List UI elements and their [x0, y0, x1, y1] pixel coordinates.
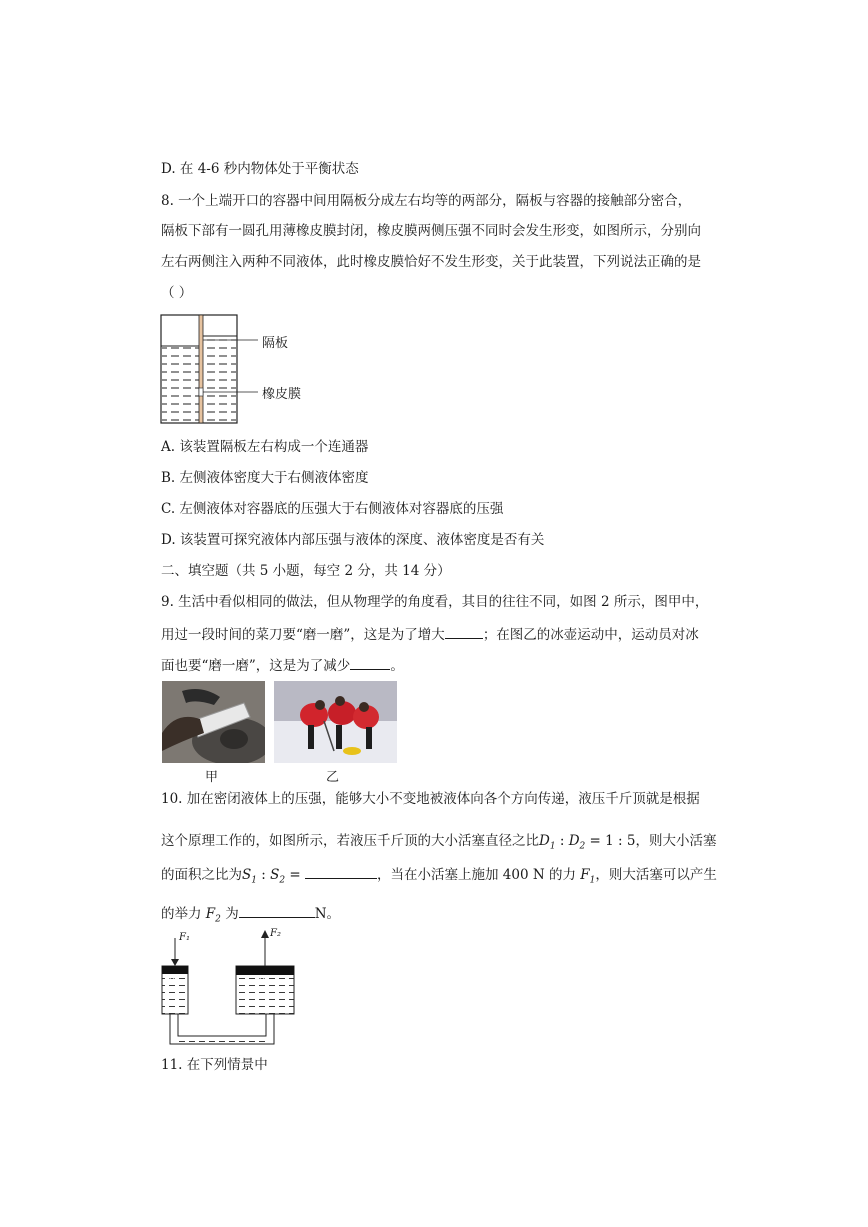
q10-f2: F — [205, 906, 216, 922]
q10-line3-part2: ，当在小活塞上施加 400 N 的力 — [377, 867, 581, 883]
q10-text-line3 — [161, 864, 717, 890]
q9-label-yi: 乙 — [326, 770, 340, 785]
q10-blank-2[interactable] — [239, 903, 315, 918]
q7-option-d: D. 在 4-6 秒内物体处于平衡状态 — [161, 161, 359, 177]
q8-label-partition: 隔板 — [262, 336, 289, 351]
q10-fig-label-s1: S₁ — [168, 977, 179, 988]
q10-f1: F — [580, 867, 590, 883]
q9-text-line3 — [161, 655, 404, 675]
q8-text-line1: 8. 一个上端开口的容器中间用隔板分成左右均等的两部分，隔板与容器的接触部分密合， — [161, 193, 692, 209]
q10-s2-sub: 2 — [279, 875, 286, 886]
q11-text-line1: 11. 在下列情景中 — [161, 1057, 268, 1073]
q10-eq: = — [285, 867, 306, 883]
q10-s1-sub: 1 — [251, 875, 257, 886]
q10-line3-part3: ，则大活塞可以产生 — [595, 867, 717, 883]
q10-d2: D — [568, 833, 580, 849]
q9-text-line1: 9. 生活中看似相同的做法，但从物理学的角度看，其目的往往不同，如图 2 所示，图甲中， — [161, 594, 709, 610]
q10-line2-part2: ，则大小活塞 — [635, 833, 717, 849]
q10-d2-sub: 2 — [579, 841, 586, 852]
q10-s1: S — [242, 867, 252, 883]
q10-hydraulic-jack-figure — [158, 926, 308, 1050]
q10-f1-sub: 1 — [589, 875, 596, 886]
q10-colon-2: : — [256, 867, 271, 883]
q9-line3-part1: 面也要“磨一磨”，这是为了减少 — [161, 658, 351, 674]
q10-blank-1[interactable] — [305, 864, 377, 879]
q8-label-membrane: 橡皮膜 — [262, 387, 302, 402]
q10-colon-1: : — [555, 833, 569, 849]
q8-container-figure — [158, 312, 308, 428]
q8-answer-paren: （ ） — [161, 285, 193, 301]
q8-option-c: C. 左侧液体对容器底的压强大于右侧液体对容器底的压强 — [161, 501, 504, 517]
q9-line2-part1: 用过一段时间的菜刀要“磨一磨”，这是为了增大 — [161, 627, 445, 643]
q9-label-jia: 甲 — [205, 770, 219, 785]
q9-photo-knife-sharpening — [162, 681, 265, 763]
q8-option-a: A. 该装置隔板左右构成一个连通器 — [161, 439, 369, 455]
q9-line2-part2: ；在图乙的冰壶运动中，运动员对冰 — [482, 627, 699, 643]
q10-d1: D — [539, 833, 550, 849]
q9-photo-curling — [274, 681, 397, 763]
q10-line4-part3: N。 — [314, 906, 341, 922]
q10-fig-label-s2: S₂ — [258, 977, 269, 988]
q9-text-line2 — [161, 624, 699, 644]
section2-title: 二、填空题（共 5 小题，每空 2 分，共 14 分） — [161, 563, 451, 579]
q10-text-line1: 10. 加在密闭液体上的压强，能够大小不变地被液体向各个方向传递，液压千斤顶就是根据 — [161, 791, 700, 807]
q10-text-line2 — [161, 832, 716, 856]
q10-line4-part2: 为 — [220, 906, 239, 922]
q10-s2: S — [270, 867, 280, 883]
q10-fig-label-f2: F₂ — [270, 928, 281, 939]
q8-option-d: D. 该装置可探究液体内部压强与液体的深度、液体密度是否有关 — [161, 532, 545, 548]
q9-line3-part2: 。 — [390, 658, 404, 674]
q8-option-b: B. 左侧液体密度大于右侧液体密度 — [161, 470, 369, 486]
q9-blank-1[interactable] — [445, 624, 483, 639]
q10-line3-part1: 的面积之比为 — [161, 867, 242, 883]
q10-fig-label-f1: F₁ — [179, 932, 190, 943]
q10-f2-sub: 2 — [215, 914, 221, 925]
q10-text-line4 — [161, 903, 340, 929]
q8-text-line3: 左右两侧注入两种不同液体，此时橡皮膜恰好不发生形变，关于此装置，下列说法正确的是 — [161, 254, 701, 270]
q9-blank-2[interactable] — [350, 655, 390, 670]
q10-line2-part1: 这个原理工作的，如图所示，若液压千斤顶的大小活塞直径之比 — [161, 833, 539, 849]
q10-line4-part1: 的举力 — [161, 906, 206, 922]
q10-ratio: = 1 : 5 — [585, 833, 636, 849]
q8-text-line2: 隔板下部有一圆孔用薄橡皮膜封闭，橡皮膜两侧压强不同时会发生形变，如图所示，分别向 — [161, 223, 701, 239]
q10-d1-sub: 1 — [549, 841, 556, 852]
